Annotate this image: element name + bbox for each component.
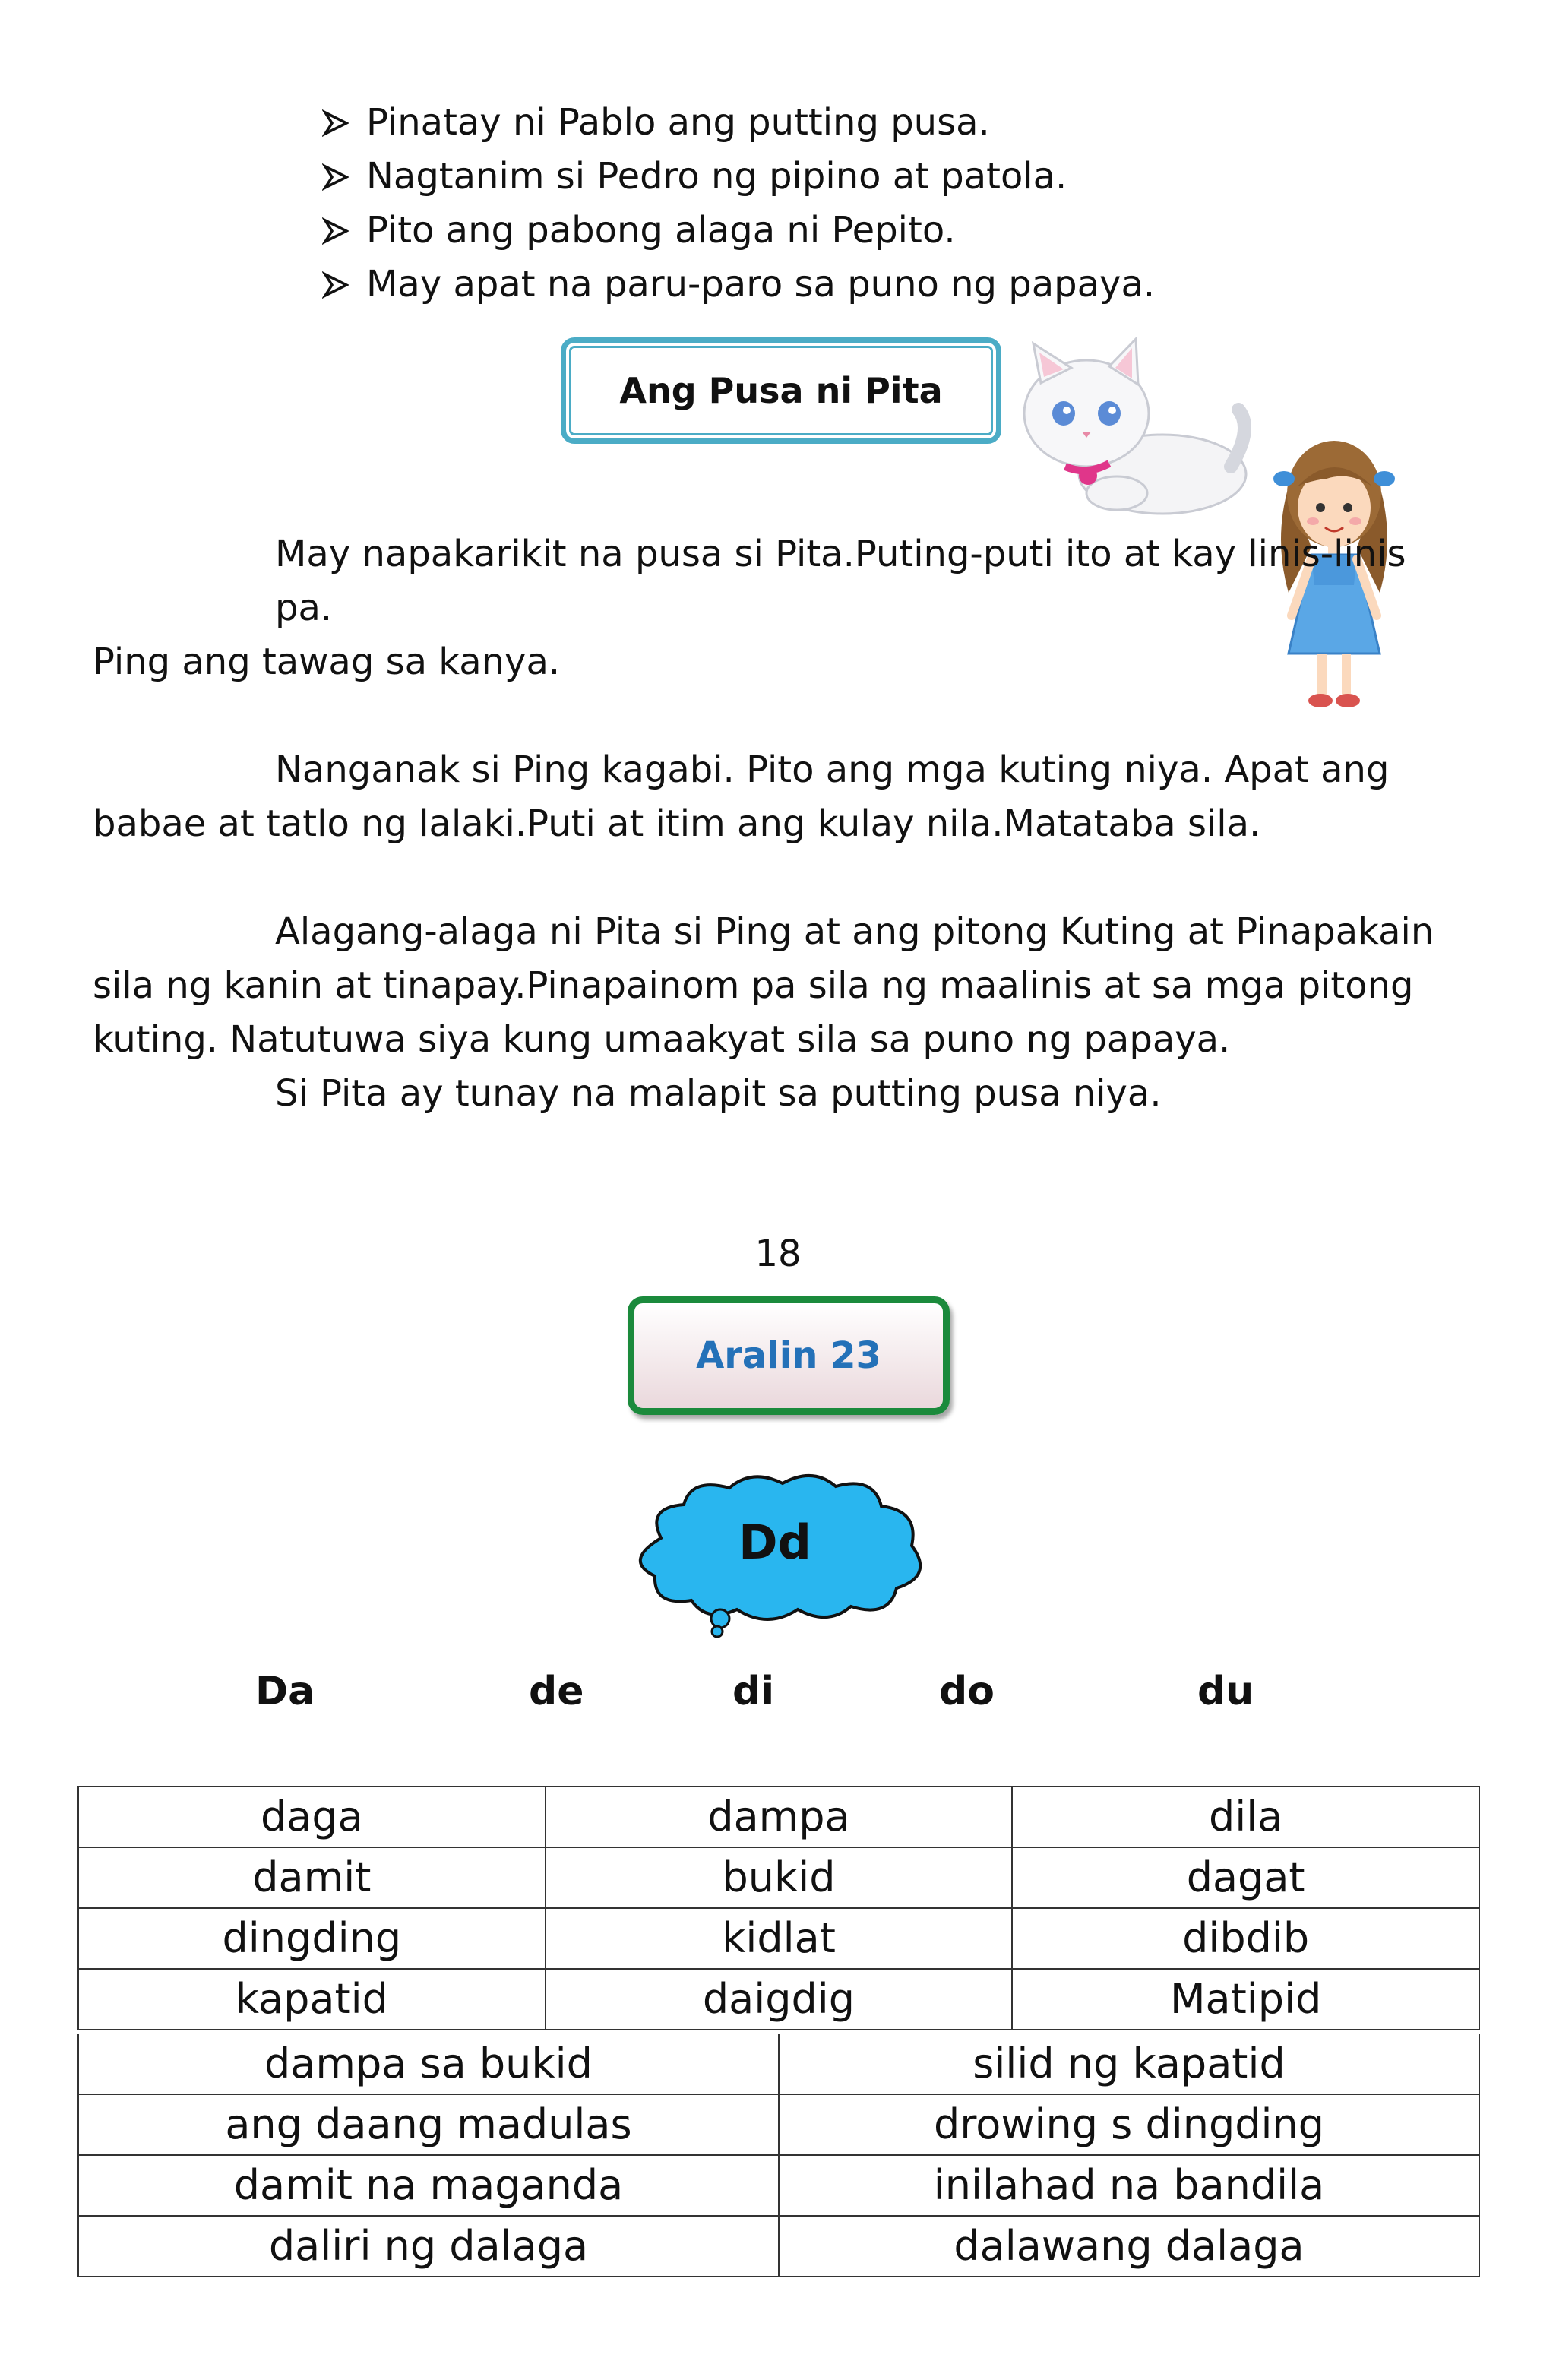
white-cat-illustration xyxy=(1010,337,1254,527)
syllable: du xyxy=(1197,1669,1254,1714)
table-cell: drowing s dingding xyxy=(779,2094,1479,2155)
story-paragraph xyxy=(93,527,1460,689)
table-cell: Matipid xyxy=(1012,1969,1479,2030)
table-cell: silid ng kapatid xyxy=(779,2034,1479,2094)
lesson-title: Aralin 23 xyxy=(628,1296,950,1415)
table-row xyxy=(78,2094,1479,2155)
table-cell: dagat xyxy=(1012,1847,1479,1908)
table-cell: kidlat xyxy=(546,1908,1013,1969)
story-line: Ping ang tawag sa kanya. xyxy=(93,641,561,683)
syllable: di xyxy=(732,1669,775,1714)
table-cell: daliri ng dalaga xyxy=(78,2216,779,2277)
table-cell: damit na maganda xyxy=(78,2155,779,2216)
bullet-item xyxy=(322,150,1155,204)
table-cell: dibdib xyxy=(1012,1908,1479,1969)
table-row xyxy=(78,2034,1479,2094)
syllable: Da xyxy=(255,1669,315,1714)
story-line: Si Pita ay tunay na malapit sa putting pusa niya. xyxy=(275,1072,1162,1115)
story-line: May napakarikit na pusa si Pita.Puting-puti ito at kay linis-linis pa. xyxy=(275,533,1406,629)
bullet-item xyxy=(322,96,1155,150)
bullet-text: Pinatay ni Pablo ang putting pusa. xyxy=(366,101,990,144)
story-body xyxy=(93,527,1460,1121)
arrow-bullet-icon xyxy=(322,217,366,245)
arrow-bullet-icon xyxy=(322,163,366,191)
bullet-text: Nagtanim si Pedro ng pipino at patola. xyxy=(366,155,1067,198)
table-cell: inilahad na bandila xyxy=(779,2155,1479,2216)
bullet-list xyxy=(322,96,1155,312)
bullet-item xyxy=(322,258,1155,312)
story-title: Ang Pusa ni Pita xyxy=(561,337,1001,444)
table-row xyxy=(78,1908,1479,1969)
phrases-table xyxy=(77,2034,1480,2277)
syllable: de xyxy=(529,1669,584,1714)
table-cell: dalawang dalaga xyxy=(779,2216,1479,2277)
bullet-text: Pito ang pabong alaga ni Pepito. xyxy=(366,209,956,252)
table-row xyxy=(78,1787,1479,1847)
table-cell: bukid xyxy=(546,1847,1013,1908)
story-line: Alagang-alaga ni Pita si Ping at ang pitong Kuting at Pinapakain xyxy=(275,910,1434,953)
story-paragraph xyxy=(93,743,1460,851)
arrow-bullet-icon xyxy=(322,271,366,299)
bullet-text: May apat na paru-paro sa puno ng papaya. xyxy=(366,263,1156,305)
letter-label: Dd xyxy=(738,1514,811,1570)
table-cell: dampa sa bukid xyxy=(78,2034,779,2094)
table-cell: daga xyxy=(78,1787,546,1847)
table-cell: dingding xyxy=(78,1908,546,1969)
page-number: 18 xyxy=(754,1233,802,1275)
story-line: sila ng kanin at tinapay.Pinapainom pa sila ng maalinis at sa mga pitong xyxy=(93,964,1414,1007)
table-row xyxy=(78,2155,1479,2216)
table-cell: dila xyxy=(1012,1787,1479,1847)
table-row xyxy=(78,1847,1479,1908)
story-line: babae at tatlo ng lalaki.Puti at itim ang kulay nila.Matataba sila. xyxy=(93,802,1261,845)
table-cell: ang daang madulas xyxy=(78,2094,779,2155)
table-cell: damit xyxy=(78,1847,546,1908)
story-paragraph xyxy=(93,905,1460,1121)
table-row xyxy=(78,2216,1479,2277)
arrow-bullet-icon xyxy=(322,109,366,137)
bullet-item xyxy=(322,204,1155,258)
table-cell: daigdig xyxy=(546,1969,1013,2030)
table-cell: dampa xyxy=(546,1787,1013,1847)
table-row xyxy=(78,1969,1479,2030)
words-table xyxy=(77,1786,1480,2030)
syllable: do xyxy=(939,1669,995,1714)
table-cell: kapatid xyxy=(78,1969,546,2030)
story-line: Nanganak si Ping kagabi. Pito ang mga kuting niya. Apat ang xyxy=(275,748,1390,791)
story-line: kuting. Natutuwa siya kung umaakyat sila sa puno ng papaya. xyxy=(93,1018,1231,1061)
